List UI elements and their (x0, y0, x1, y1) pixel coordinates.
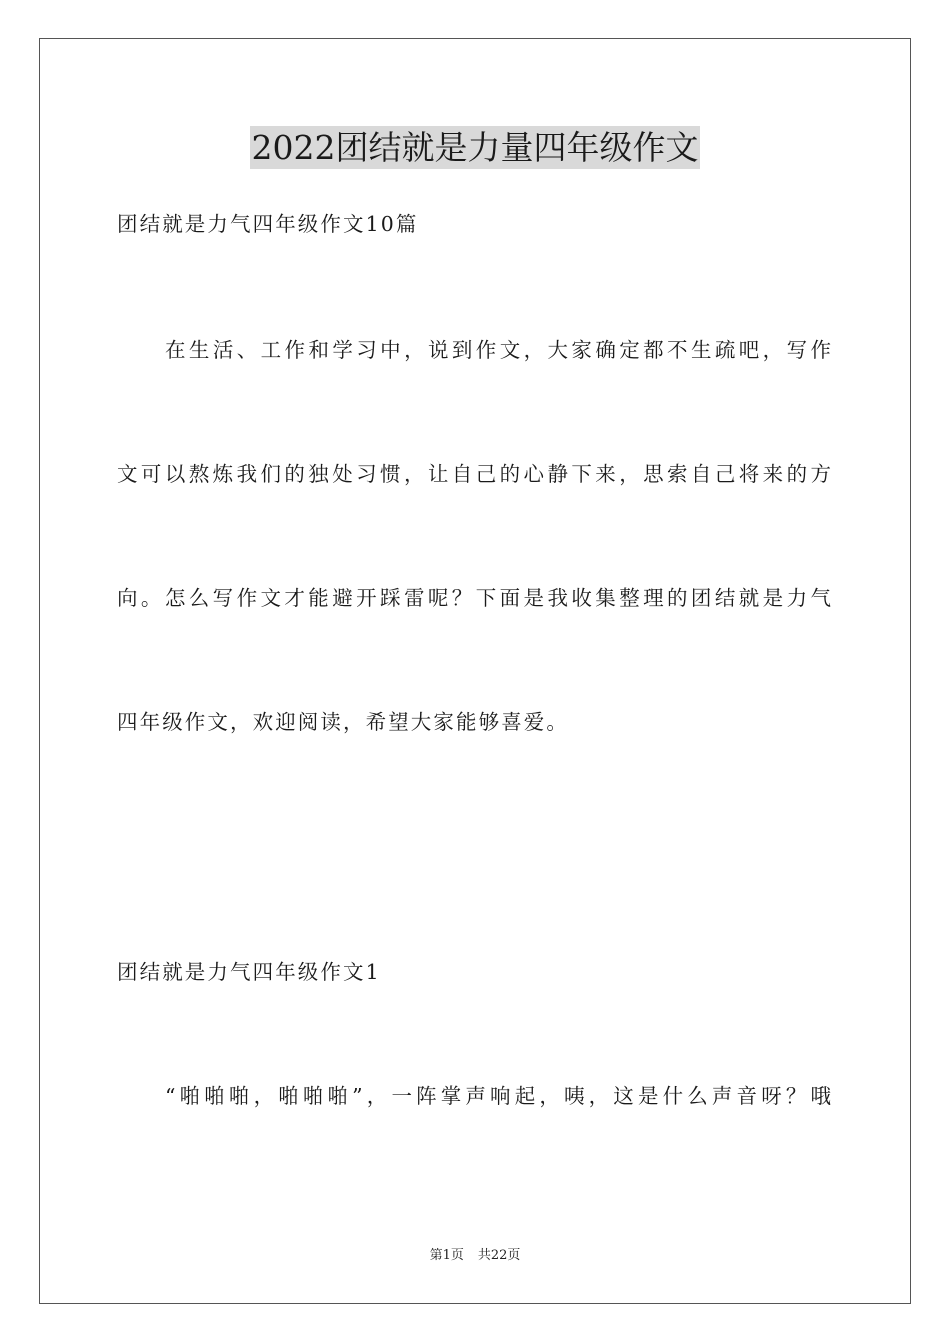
intro-line-4: 四年级作文，欢迎阅读，希望大家能够喜爱。 (117, 710, 569, 734)
intro-line-1: 在生活、工作和学习中，说到作文，大家确定都不生疏吧，写作 (165, 338, 831, 362)
page-number: 第1页 (429, 1248, 464, 1263)
document-title (0, 124, 950, 172)
page-footer (0, 1246, 950, 1266)
section-heading: 团结就是力气四年级作文1 (117, 960, 381, 984)
intro-line-2: 文可以熬炼我们的独处习惯，让自己的心静下来，思索自己将来的方 (117, 462, 831, 486)
document-title-text: 2022团结就是力量四年级作文 (251, 128, 699, 167)
intro-line-3: 向。怎么写作文才能避开踩雷呢？下面是我收集整理的团结就是力气 (117, 586, 831, 610)
page-total: 共22页 (477, 1248, 521, 1263)
document-subtitle: 团结就是力气四年级作文10篇 (117, 212, 419, 236)
section-first-line: “啪啪啪，啪啪啪”，一阵掌声响起，咦，这是什么声音呀？哦 (165, 1084, 831, 1108)
